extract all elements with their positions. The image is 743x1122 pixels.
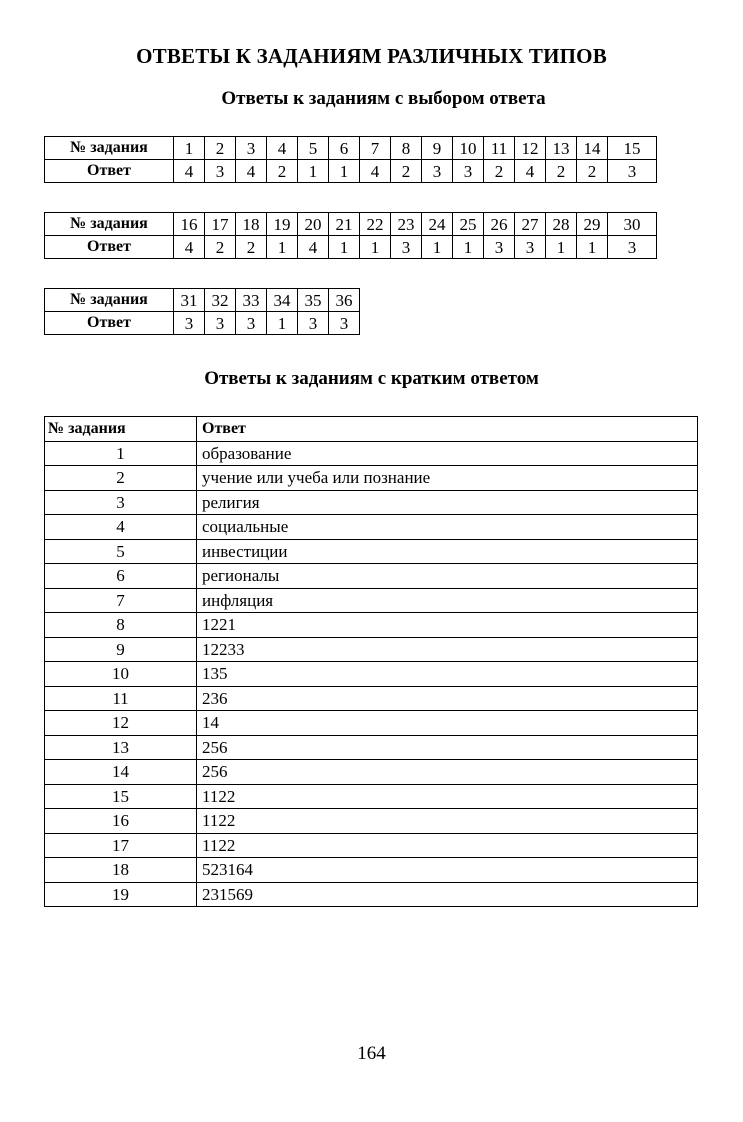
answer-cell: учение или учеба или познание (197, 466, 698, 491)
answer-cell: 4 (174, 160, 205, 183)
task-number-row (45, 137, 657, 160)
task-number-cell: 14 (45, 760, 197, 785)
answer-cell: 3 (174, 312, 205, 335)
task-number-cell: 11 (484, 137, 515, 160)
short-answers-table (44, 416, 698, 907)
answer-cell: 3 (484, 236, 515, 259)
task-number-cell: 19 (45, 882, 197, 907)
task-number-cell: 26 (484, 213, 515, 236)
answer-row-header: Ответ (45, 160, 174, 183)
table-row (45, 466, 698, 491)
task-number-cell: 7 (45, 588, 197, 613)
answer-cell: регионалы (197, 564, 698, 589)
task-number-cell: 7 (360, 137, 391, 160)
task-number-cell: 13 (45, 735, 197, 760)
task-column-header: № задания (45, 417, 197, 442)
answer-cell: 3 (391, 236, 422, 259)
page-title: ОТВЕТЫ К ЗАДАНИЯМ РАЗЛИЧНЫХ ТИПОВ (136, 44, 607, 68)
answer-row (45, 236, 657, 259)
task-number-cell: 14 (577, 137, 608, 160)
answer-cell: социальные (197, 515, 698, 540)
task-number-cell: 19 (267, 213, 298, 236)
choice-section-title: Ответы к заданиям с выбором ответа (221, 88, 546, 109)
answer-column-header: Ответ (197, 417, 698, 442)
table-row (45, 637, 698, 662)
answer-cell: 1 (453, 236, 484, 259)
answer-cell: 3 (422, 160, 453, 183)
answer-cell: 4 (298, 236, 329, 259)
answer-cell: 2 (236, 236, 267, 259)
task-number-cell: 32 (205, 289, 236, 312)
task-number-cell: 23 (391, 213, 422, 236)
task-number-cell: 25 (453, 213, 484, 236)
table-row (45, 882, 698, 907)
table-row (45, 441, 698, 466)
answer-cell: 14 (197, 711, 698, 736)
table-row (45, 662, 698, 687)
task-number-cell: 1 (174, 137, 205, 160)
task-number-row (45, 213, 657, 236)
answer-cell: 1 (267, 236, 298, 259)
table-row (45, 588, 698, 613)
task-number-cell: 16 (174, 213, 205, 236)
task-number-cell: 6 (329, 137, 360, 160)
task-number-cell: 8 (45, 613, 197, 638)
answer-cell: 4 (515, 160, 546, 183)
task-number-cell: 15 (608, 137, 657, 160)
task-number-cell: 24 (422, 213, 453, 236)
answer-cell: 3 (205, 160, 236, 183)
answer-cell: 3 (515, 236, 546, 259)
answer-cell: 3 (205, 312, 236, 335)
task-number-cell: 27 (515, 213, 546, 236)
answer-cell: 2 (577, 160, 608, 183)
answer-cell: 3 (453, 160, 484, 183)
answer-cell: 231569 (197, 882, 698, 907)
answer-cell: 2 (484, 160, 515, 183)
table-row (45, 539, 698, 564)
task-number-cell: 6 (45, 564, 197, 589)
answer-cell: религия (197, 490, 698, 515)
task-number-cell: 18 (45, 858, 197, 883)
answer-cell: 1 (298, 160, 329, 183)
task-number-cell: 17 (45, 833, 197, 858)
table-row (45, 711, 698, 736)
task-number-cell: 4 (45, 515, 197, 540)
table-row (45, 858, 698, 883)
table-row (45, 564, 698, 589)
table-row (45, 515, 698, 540)
task-number-cell: 16 (45, 809, 197, 834)
answer-cell: инвестиции (197, 539, 698, 564)
answer-cell: 4 (174, 236, 205, 259)
answer-cell: 2 (546, 160, 577, 183)
task-number-cell: 1 (45, 441, 197, 466)
answer-cell: инфляция (197, 588, 698, 613)
table-row (45, 686, 698, 711)
table-row (45, 760, 698, 785)
answer-cell: 523164 (197, 858, 698, 883)
task-row-header: № задания (45, 213, 174, 236)
answer-cell: 236 (197, 686, 698, 711)
answer-cell: 4 (360, 160, 391, 183)
task-number-cell: 4 (267, 137, 298, 160)
answer-cell: 1 (360, 236, 391, 259)
answer-cell: 1122 (197, 784, 698, 809)
table-row (45, 490, 698, 515)
task-number-row (45, 289, 360, 312)
choice-answers-table-2 (44, 212, 657, 259)
table-row (45, 833, 698, 858)
task-row-header: № задания (45, 137, 174, 160)
task-number-cell: 15 (45, 784, 197, 809)
task-row-header: № задания (45, 289, 174, 312)
task-number-cell: 2 (45, 466, 197, 491)
task-number-cell: 21 (329, 213, 360, 236)
task-number-cell: 35 (298, 289, 329, 312)
answer-cell: 1 (546, 236, 577, 259)
answer-cell: 1122 (197, 833, 698, 858)
task-number-cell: 18 (236, 213, 267, 236)
answer-cell: 2 (267, 160, 298, 183)
page-number: 164 (357, 1043, 386, 1064)
answer-cell: 3 (608, 160, 657, 183)
task-number-cell: 17 (205, 213, 236, 236)
answer-cell: 3 (608, 236, 657, 259)
task-number-cell: 28 (546, 213, 577, 236)
task-number-cell: 34 (267, 289, 298, 312)
answer-cell: 2 (391, 160, 422, 183)
answer-cell: 1122 (197, 809, 698, 834)
answer-cell: 3 (236, 312, 267, 335)
task-number-cell: 10 (45, 662, 197, 687)
answer-row-header: Ответ (45, 236, 174, 259)
short-answer-section-title: Ответы к заданиям с кратким ответом (204, 368, 539, 389)
answer-row (45, 160, 657, 183)
short-answers-header-row (45, 417, 698, 442)
answer-cell: 1 (267, 312, 298, 335)
answer-cell: 1 (329, 160, 360, 183)
answer-cell: 256 (197, 760, 698, 785)
answer-row-header: Ответ (45, 312, 174, 335)
task-number-cell: 12 (515, 137, 546, 160)
answer-cell: 4 (236, 160, 267, 183)
answer-cell: 1 (329, 236, 360, 259)
task-number-cell: 3 (236, 137, 267, 160)
task-number-cell: 5 (298, 137, 329, 160)
task-number-cell: 2 (205, 137, 236, 160)
task-number-cell: 22 (360, 213, 391, 236)
table-row (45, 735, 698, 760)
answer-row (45, 312, 360, 335)
task-number-cell: 9 (422, 137, 453, 160)
task-number-cell: 3 (45, 490, 197, 515)
answer-cell: образование (197, 441, 698, 466)
task-number-cell: 20 (298, 213, 329, 236)
table-row (45, 784, 698, 809)
table-row (45, 613, 698, 638)
task-number-cell: 33 (236, 289, 267, 312)
choice-answers-table-1 (44, 136, 657, 183)
choice-answers-table-3 (44, 288, 360, 335)
task-number-cell: 29 (577, 213, 608, 236)
task-number-cell: 5 (45, 539, 197, 564)
answer-cell: 2 (205, 236, 236, 259)
answer-cell: 1 (577, 236, 608, 259)
task-number-cell: 11 (45, 686, 197, 711)
task-number-cell: 8 (391, 137, 422, 160)
answer-cell: 12233 (197, 637, 698, 662)
answer-cell: 3 (329, 312, 360, 335)
answer-cell: 1 (422, 236, 453, 259)
task-number-cell: 36 (329, 289, 360, 312)
task-number-cell: 12 (45, 711, 197, 736)
answer-cell: 3 (298, 312, 329, 335)
answer-cell: 256 (197, 735, 698, 760)
task-number-cell: 31 (174, 289, 205, 312)
task-number-cell: 13 (546, 137, 577, 160)
answer-cell: 1221 (197, 613, 698, 638)
task-number-cell: 30 (608, 213, 657, 236)
task-number-cell: 10 (453, 137, 484, 160)
table-row (45, 809, 698, 834)
task-number-cell: 9 (45, 637, 197, 662)
answer-cell: 135 (197, 662, 698, 687)
